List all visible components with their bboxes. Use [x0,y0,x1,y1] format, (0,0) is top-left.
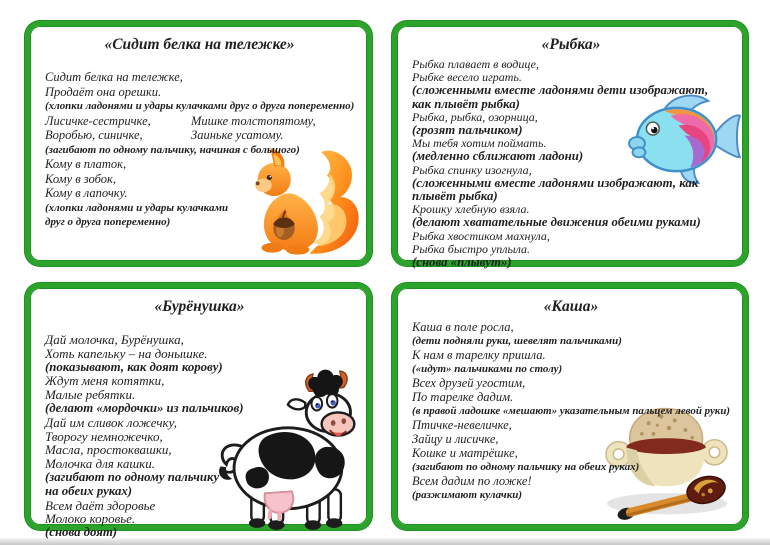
verse-line: Хоть капельку – на донышке. [45,345,208,361]
verse-column: Заиньке усатому. [191,128,284,142]
instruction-line: (делают хватательные движения обеими руками) [412,215,701,230]
verse-line: Дай молочка, Бурёнушка, [45,332,184,347]
card-sidit-belka-na-telezhke [25,21,372,266]
verse-line: Рыбке весело играть. [412,70,522,85]
instruction-line: как плывёт рыбка) [412,96,520,111]
instruction-line: плывёт рыбка) [412,189,498,204]
instruction-line: (показывают, как доят корову) [45,359,223,374]
verse-line: Молоко коровье. [45,511,136,527]
card-title: «Бурёнушка» [154,298,245,315]
card-burenushka [25,283,372,540]
card-kasha [392,283,748,530]
instruction-line: (дети подняли руки, шевелят пальчиками) [412,335,622,347]
instruction-line: (сложенными вместе ладонями изображают, как [412,175,699,190]
verse-line: Малые ребятки. [45,387,136,403]
verse-line: Рыбка, рыбка, озорница, [412,109,538,124]
card-title: «Каша» [543,298,599,315]
rhyme-text [412,320,730,502]
verse-line: Рыбка быстро уплыла. [412,241,531,256]
verse-line: По тарелке дадим. [412,390,514,404]
verse-line: Молочка для кашки. [45,456,155,472]
instruction-line: (снова доят) [45,525,118,540]
verse-line: Зайцу и лисичке, [412,432,499,446]
card-title: «Сидит белка на тележке» [104,36,295,53]
verse-line: Творогу немножечко, [45,428,163,444]
verse-column: Мишке толстопятому, [191,113,316,128]
instruction-line: (делают «мордочки» из пальчиков) [45,400,244,415]
instruction-line: (снова «плывут») [412,255,512,270]
instruction-line: (хлопки ладонями и удары кулачками друг о друга попеременно) [45,100,355,112]
verse-line: Рыбка хвостиком махнула, [412,228,550,243]
verse-line: Кошке и матрёшке, [412,446,518,460]
verse-line [45,128,354,143]
instruction-line: (хлопки ладонями и удары кулачками [45,201,229,214]
verse-line: Всех друзей угостим, [412,376,526,390]
verse-line: Всем дадим по ложке! [412,474,532,488]
instruction-line: (медленно сближают ладони) [412,149,584,164]
verse-line: Рыбка спинку изогнула, [412,162,532,177]
rhyme-text [412,58,730,269]
instruction-line: (в правой ладошке «мешают» указательным пальцем левой руки) [412,405,731,417]
rhyme-text [45,333,354,540]
verse-column: Лисичке-сестричке, [45,113,151,128]
instruction-line: на обеих руках) [45,483,133,498]
verse-line: Кому в зобок, [45,171,116,186]
rhyme-text [45,70,354,230]
verse-line: Птичке-невеличке, [412,418,512,432]
verse-line: Кому в платок, [45,157,127,171]
instruction-line: (загибают по одному пальчику, начиная с большого) [45,143,300,156]
verse-line: Продаёт она орешки. [45,84,162,99]
instruction-line: (грозят пальчиком) [412,123,523,138]
verse-line: Дай им сливок ложечку, [45,414,177,430]
instruction-line: («идут» пальчиками по столу) [412,363,563,375]
instruction-line: друг о друга попеременно) [45,216,171,228]
instruction-line: (загибают по одному пальчику на обеих руках) [412,461,640,473]
verse-line: Всем даёт здоровье [45,497,156,513]
verse-line: К нам в тарелку пришла. [412,348,546,362]
instruction-line: (сложенными вместе ладонями дети изображают, [412,83,709,98]
verse-line: Рыбка плавает в водице, [412,57,539,71]
verse-line: Каша в поле росла, [412,320,514,334]
verse-line: Ждут меня котятки, [45,373,165,389]
verse-line: Крошку хлебную взяла. [412,202,530,217]
card-title: «Рыбка» [541,36,601,53]
cards-grid [25,21,748,540]
verse-line: Сидит белка на тележке, [45,70,183,84]
instruction-line: (загибают по одному пальчику [45,469,220,484]
verse-line: Мы тебя хотим поймать. [412,136,547,151]
verse-line: Кому в лапочку. [45,186,128,200]
card-rybka [392,21,748,270]
verse-column: Воробью, синичке, [45,128,143,142]
verse-line [45,114,354,129]
verse-line: Масла, простоквашки, [45,442,172,458]
instruction-line: (разжимают кулачки) [412,489,523,501]
